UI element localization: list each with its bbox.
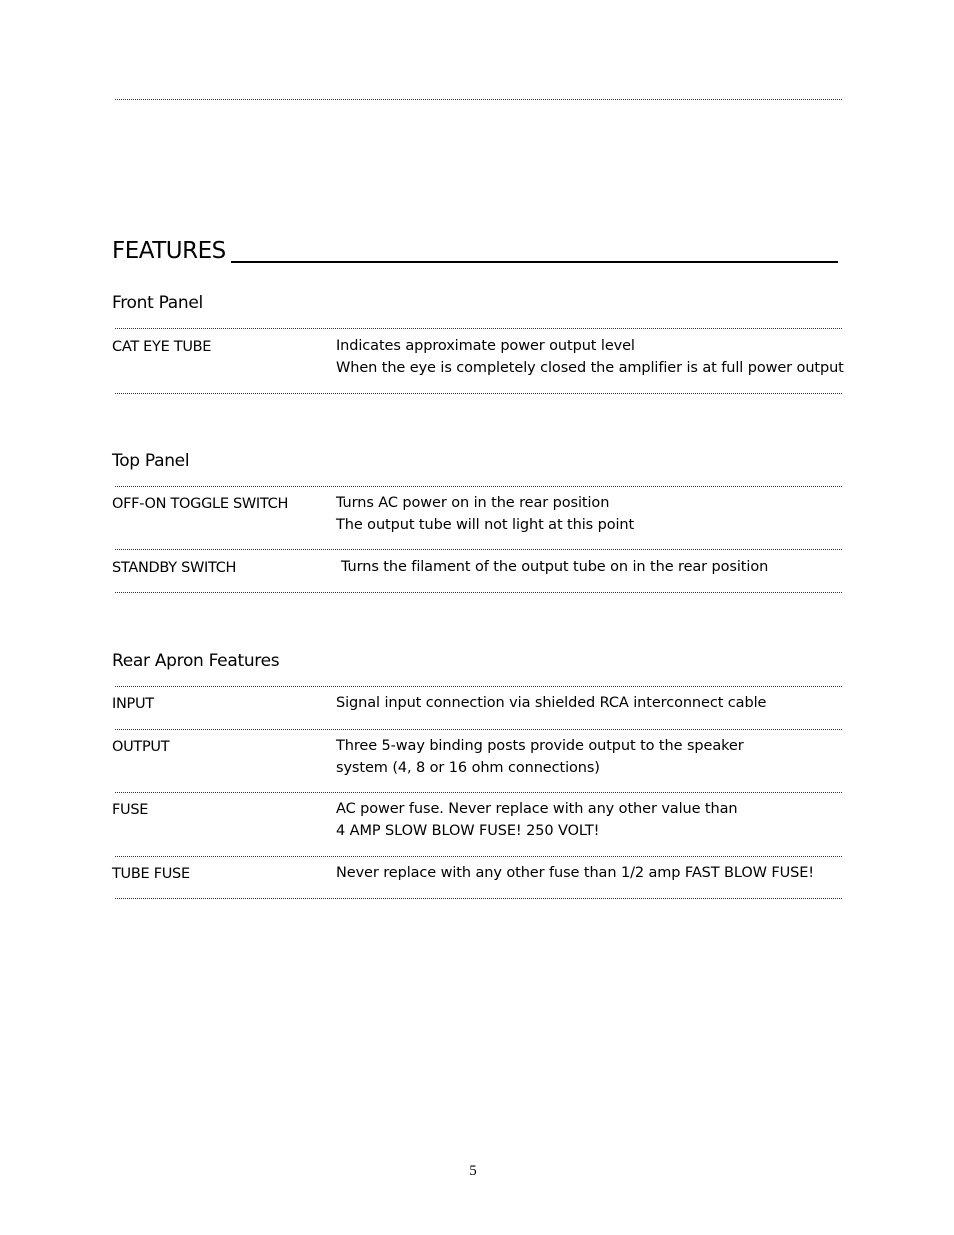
row-divider — [115, 729, 842, 730]
row-divider — [115, 549, 842, 550]
page-number: 5 — [469, 1163, 477, 1179]
feature-description-tube-fuse — [336, 863, 814, 885]
description-line: Never replace with any other fuse than 1/2 amp FAST BLOW FUSE! — [336, 865, 815, 881]
row-divider — [115, 592, 842, 593]
feature-term-off-on-toggle-switch: OFF-ON TOGGLE SWITCH — [112, 496, 289, 512]
feature-term-input: INPUT — [112, 696, 154, 712]
feature-description-fuse — [336, 799, 737, 842]
feature-term-tube-fuse: TUBE FUSE — [112, 866, 190, 882]
feature-term-fuse: FUSE — [112, 802, 149, 818]
row-divider — [115, 486, 842, 487]
feature-term-cat-eye-tube: CAT EYE TUBE — [112, 339, 212, 355]
feature-term-standby-switch: STANDBY SWITCH — [112, 560, 237, 576]
description-line: The output tube will not light at this point — [336, 516, 635, 533]
feature-description-input — [336, 693, 766, 715]
description-line: system (4, 8 or 16 ohm connections) — [336, 759, 600, 776]
description-line: Signal input connection via shielded RCA interconnect cable — [336, 695, 767, 711]
row-divider — [115, 393, 842, 394]
row-divider — [115, 686, 842, 687]
description-line: Indicates approximate power output level — [336, 338, 635, 354]
row-divider — [115, 328, 842, 329]
feature-description-output — [336, 736, 744, 779]
feature-term-output: OUTPUT — [112, 739, 170, 755]
feature-description-off-on-toggle-switch — [336, 493, 634, 536]
description-line: Turns the filament of the output tube on in the rear position — [341, 559, 769, 575]
section-heading-rear-apron-features: Rear Apron Features — [112, 651, 280, 671]
feature-description-cat-eye-tube — [336, 336, 844, 379]
section-heading-top-panel: Top Panel — [112, 451, 190, 471]
description-line: When the eye is completely closed the amplifier is at full power output — [336, 359, 844, 376]
description-line: Turns AC power on in the rear position — [336, 495, 610, 511]
header-divider — [115, 99, 842, 100]
row-divider — [115, 792, 842, 793]
description-line: Three 5-way binding posts provide output to the speaker — [336, 738, 744, 754]
page-title: FEATURES — [112, 238, 226, 264]
description-line: AC power fuse. Never replace with any other value than — [336, 801, 738, 817]
row-divider — [115, 856, 842, 857]
description-line: 4 AMP SLOW BLOW FUSE! 250 VOLT! — [336, 822, 600, 839]
section-heading-front-panel: Front Panel — [112, 293, 203, 313]
feature-description-standby-switch — [341, 557, 768, 579]
title-underline — [231, 261, 838, 263]
row-divider — [115, 898, 842, 899]
